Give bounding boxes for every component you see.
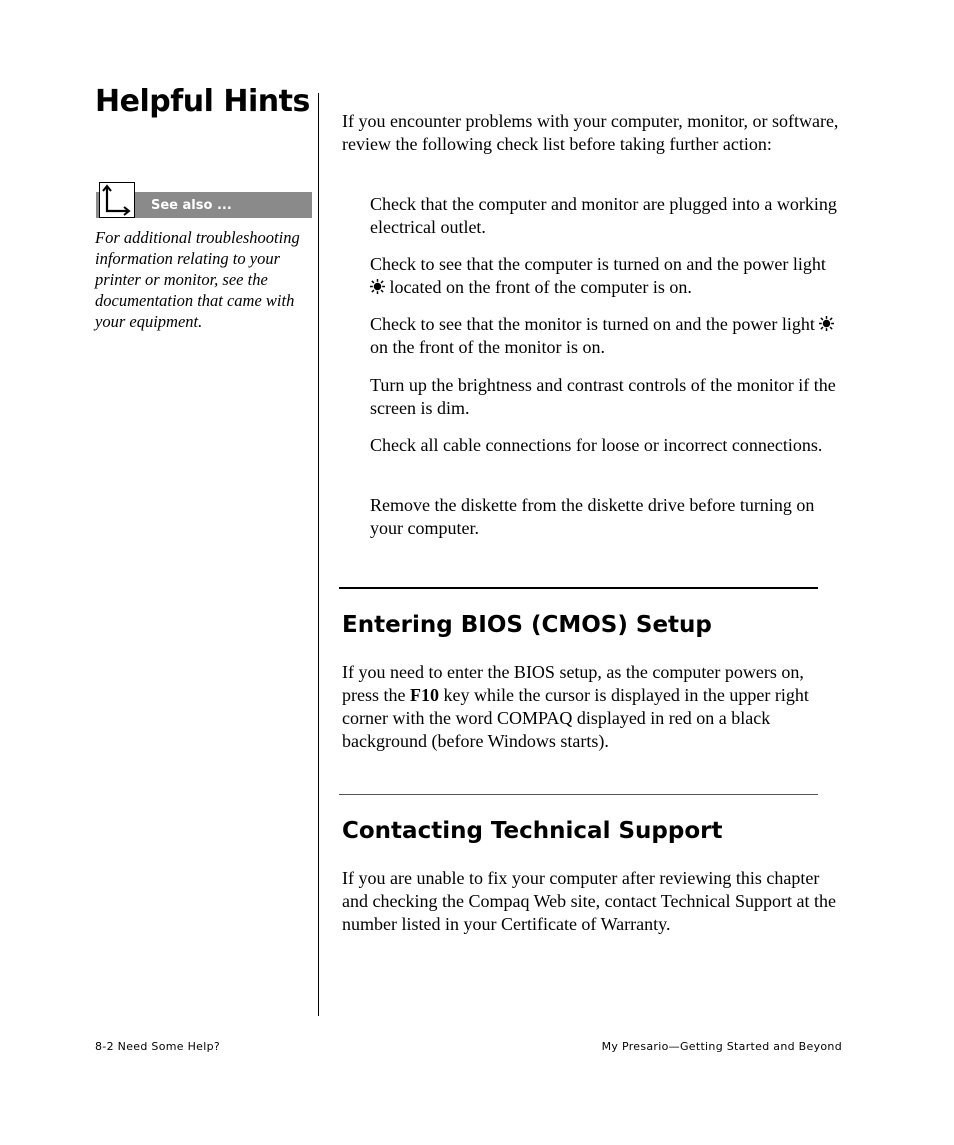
page-title: Helpful Hints bbox=[95, 84, 310, 119]
check-item-text: Check to see that the monitor is turned on and the power light bbox=[370, 314, 815, 334]
hints-intro: If you encounter problems with your computer, monitor, or software, review the following check list before taking further action: bbox=[342, 111, 839, 154]
check-item bbox=[370, 253, 845, 299]
footer-right: My Presario—Getting Started and Beyond bbox=[601, 1040, 842, 1053]
f10-key: F10 bbox=[409, 685, 439, 705]
bios-heading: Entering BIOS (CMOS) Setup bbox=[342, 612, 712, 638]
bios-text bbox=[342, 661, 842, 753]
support-text: If you are unable to fix your computer after reviewing this chapter and checking the Compaq Web site, contact Technical Support at the number listed in your Certificate of Warranty. bbox=[342, 868, 836, 934]
section-divider bbox=[339, 587, 818, 589]
check-item bbox=[370, 313, 845, 359]
check-item-text: Check to see that the computer is turned on and the power light bbox=[370, 254, 826, 274]
footer-left: 8-2 Need Some Help? bbox=[95, 1040, 221, 1053]
arrow-corner-icon bbox=[99, 182, 135, 218]
support-heading: Contacting Technical Support bbox=[342, 818, 723, 844]
bios-text-end: key while the cursor is displayed in the upper right corner with the word COMPAQ displayed in red on a black background (before Windows starts). bbox=[342, 685, 809, 751]
see-also-note: For additional troubleshooting information relating to your printer or monitor, see the documentation that came with your equipment. bbox=[95, 228, 300, 331]
check-item: Remove the diskette from the diskette drive before turning on your computer. bbox=[370, 495, 815, 538]
check-item: Turn up the brightness and contrast controls of the monitor if the screen is dim. bbox=[370, 375, 836, 418]
see-also-label: See also ... bbox=[151, 198, 232, 213]
section-divider bbox=[339, 794, 818, 795]
check-item-text: located on the front of the computer is on. bbox=[389, 277, 692, 297]
bios-text-start: If you need to enter the BIOS setup, as the computer powers on, press the bbox=[342, 662, 804, 705]
power-light-icon bbox=[819, 314, 834, 329]
column-divider bbox=[318, 93, 319, 1016]
check-item-text: on the front of the monitor is on. bbox=[370, 337, 605, 357]
check-item: Check that the computer and monitor are plugged into a working electrical outlet. bbox=[370, 194, 837, 237]
see-also-banner bbox=[96, 182, 312, 220]
check-item: Check all cable connections for loose or incorrect connections. bbox=[370, 435, 823, 455]
power-light-icon bbox=[370, 277, 385, 292]
